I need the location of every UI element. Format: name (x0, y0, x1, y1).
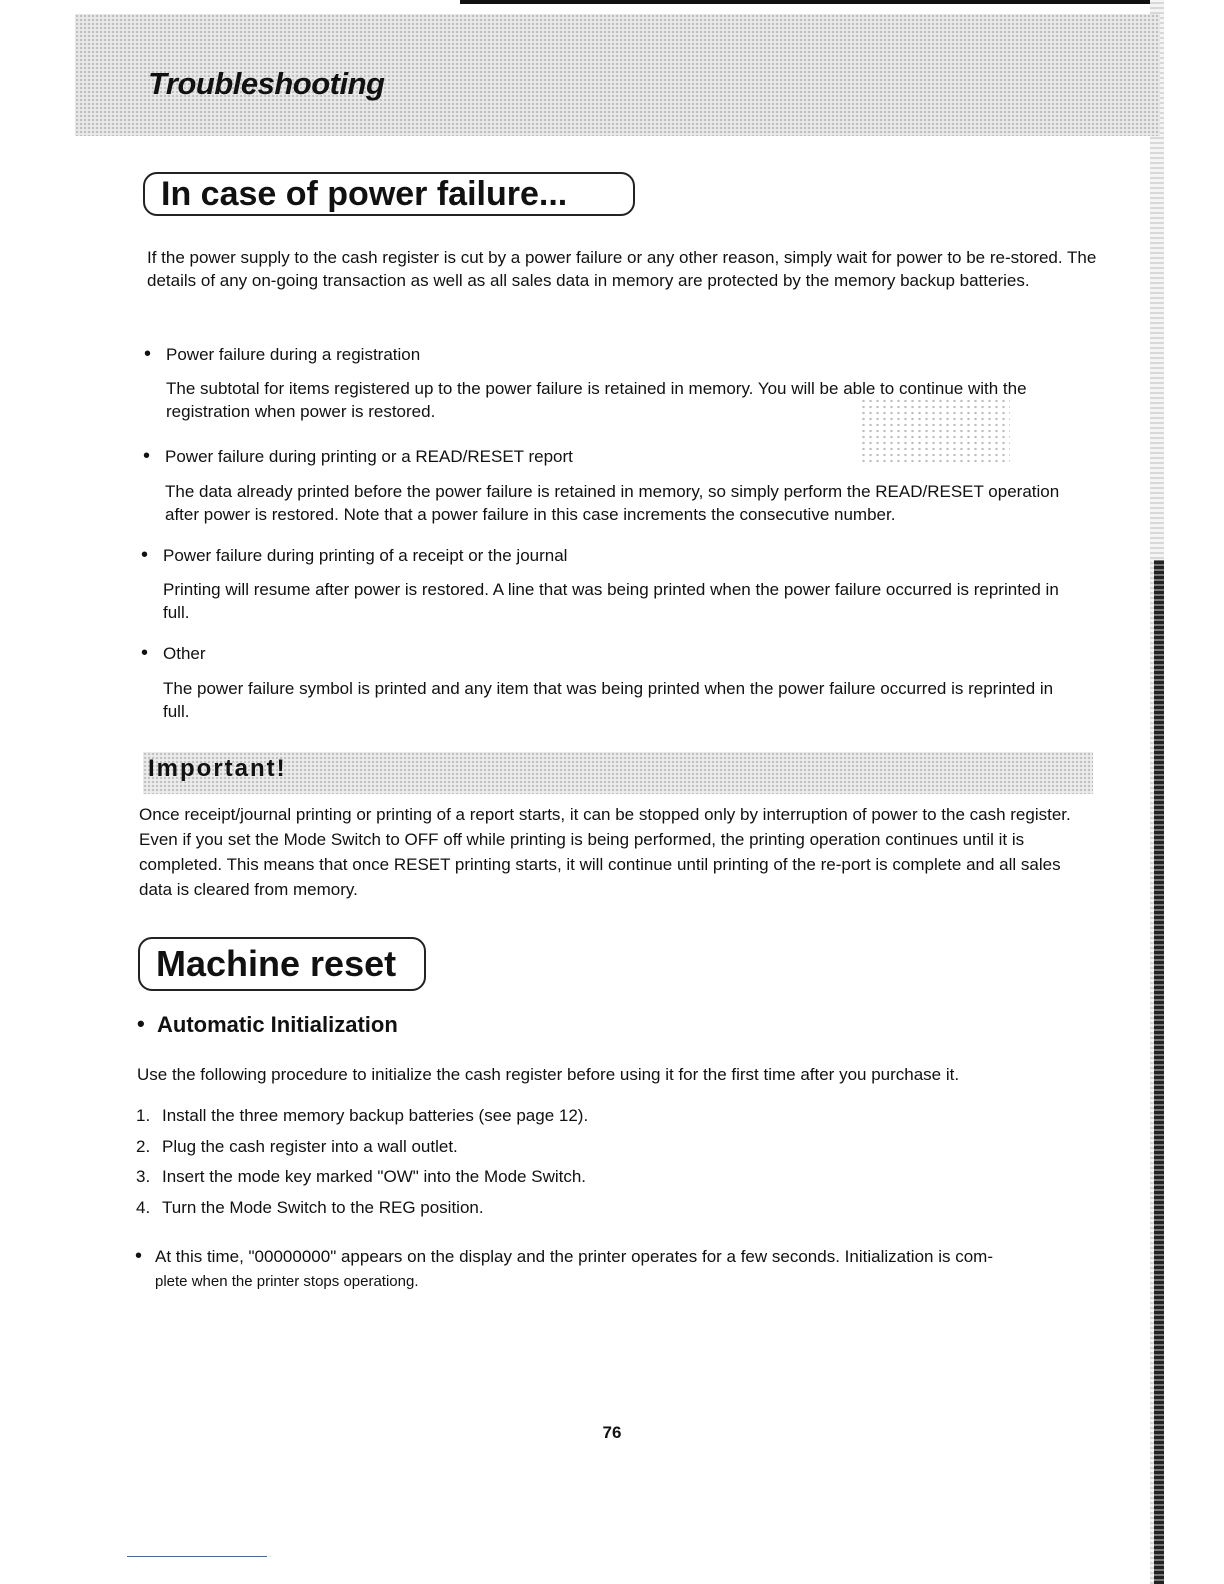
power-failure-intro: If the power supply to the cash register is cut by a power failure or any other reason, simply wait for power to be re-stored. The details of any on-going transaction as well as all sales data in memory are protected by the memory backup batteries. (147, 248, 1097, 290)
page-title: Troubleshooting (148, 66, 385, 101)
step-number: 3. (136, 1167, 151, 1186)
important-label: Important! (148, 755, 287, 782)
step-item (136, 1167, 588, 1198)
power-failure-heading: In case of power failure... (143, 172, 635, 216)
machine-reset-heading: Machine reset (138, 937, 426, 991)
bullet-text-report: The data already printed before the power failure is retained in memory, so simply perform the READ/RESET operation after power is restored. Note that a power failure in this case increments the consecutive number. (165, 482, 1060, 524)
important-text: Once receipt/journal printing or printing of a report starts, it can be stopped only by interruption of power to the cash register. Even if you set the Mode Switch to OFF off while printing is being performed, the printing operation continues until it is completed. This means that once RESET printing starts, it will continue until printing of the re-port is complete and all sales data is cleared from memory. (139, 805, 1071, 899)
bullet-title-other: • Other (163, 644, 206, 664)
initialization-steps (136, 1106, 588, 1228)
note-main: At this time, "00000000" appears on the display and the printer operates for a few seconds. Initialization is com- (155, 1247, 993, 1266)
bullet-text-other: The power failure symbol is printed and any item that was being printed when the power failure occurred is reprinted in full. (163, 679, 1054, 721)
note-tail: plete when the printer stops operationg. (155, 1273, 419, 1290)
step-number: 2. (136, 1136, 151, 1156)
step-item (136, 1137, 588, 1168)
machine-reset-intro: Use the following procedure to initialize the cash register before using it for the first time after you purchase it. (137, 1065, 960, 1084)
step-text: Install the three memory backup batteries (see page 12). (162, 1106, 589, 1125)
step-text: Turn the Mode Switch to the REG position. (162, 1197, 484, 1217)
top-rule (460, 0, 1164, 4)
automatic-initialization-heading: • Automatic Initialization (157, 1012, 398, 1038)
step-item (136, 1198, 588, 1229)
bullet-title-report: • Power failure during printing or a READ/RESET report (165, 447, 573, 467)
page-number: 76 (602, 1423, 622, 1442)
step-text: Plug the cash register into a wall outlet. (162, 1136, 458, 1156)
bullet-text-registration: The subtotal for items registered up to the power failure is retained in memory. You will be able to continue with the registration when power is restored. (166, 379, 1027, 421)
initialization-note (155, 1244, 1085, 1294)
step-number: 4. (136, 1197, 151, 1217)
bullet-title-receipt: • Power failure during printing of a receipt or the journal (163, 546, 567, 566)
step-item (136, 1106, 588, 1137)
step-text: Insert the mode key marked "OW" into the Mode Switch. (162, 1167, 587, 1186)
bullet-title-registration: • Power failure during a registration (166, 345, 420, 365)
step-number: 1. (136, 1106, 151, 1125)
bottom-rule (127, 1556, 267, 1557)
bullet-text-receipt: Printing will resume after power is restored. A line that was being printed when the power failure occurred is reprinted in full. (163, 580, 1059, 622)
